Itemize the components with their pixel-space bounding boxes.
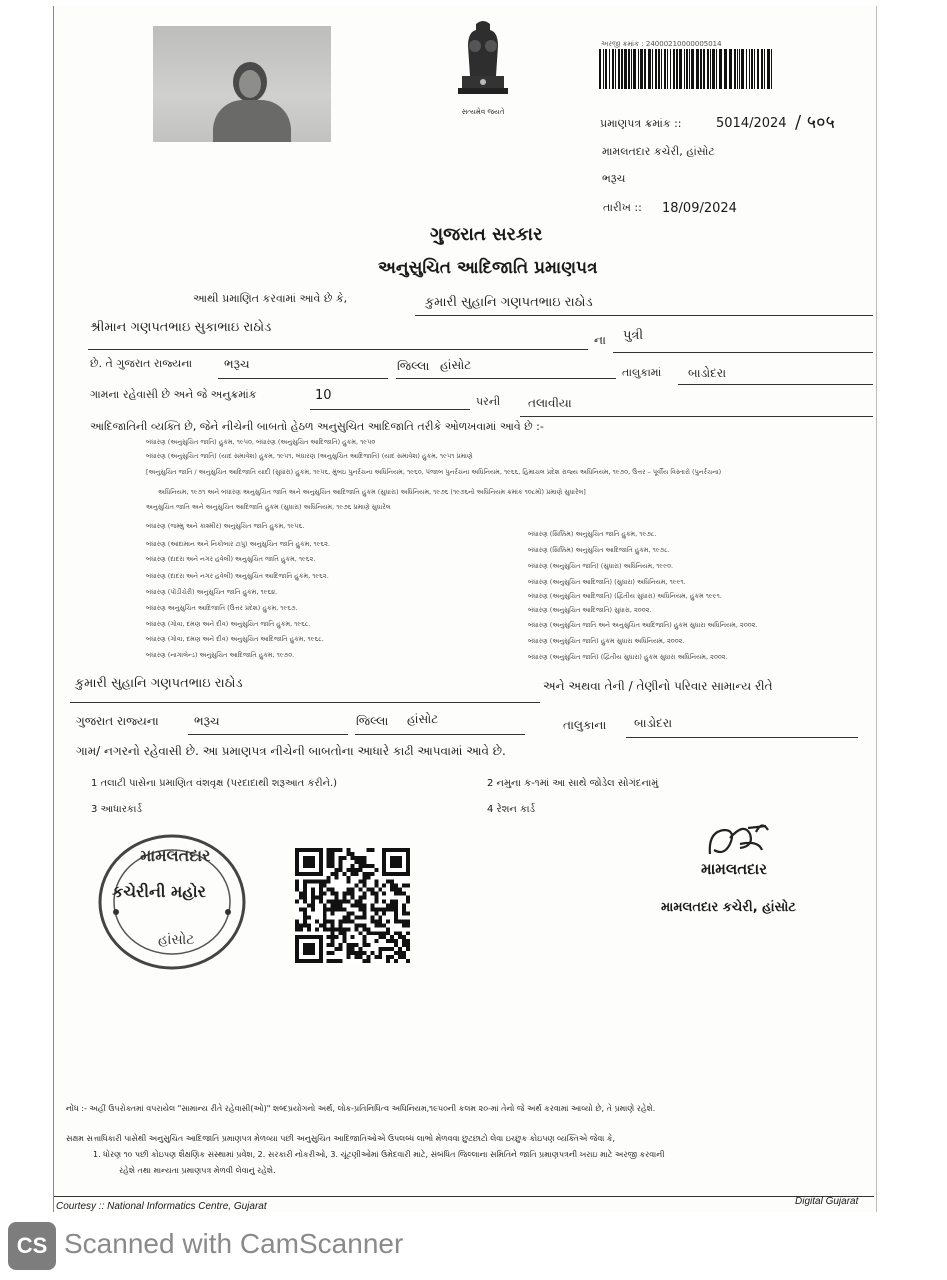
emblem-motto: સત્યમેવ જયતે <box>461 108 505 116</box>
order-right-4: બંધારણ (અનુસુચિત આદિજાતિ) (સુધારા) અધિનિયમ, ૧૯૯૧. <box>528 578 686 586</box>
certificate-title: અનુસુચિત આદિજાતિ પ્રમાણપત્ર <box>378 258 598 278</box>
camscanner-text: Scanned with CamScanner <box>64 1228 404 1259</box>
order-right-9: બંધારણ (અનુસુચિત જાતિ) (દ્વિતીય સુધારા) હુકમ સુધારા અધિનિયમ, ૨૦૦૨. <box>528 653 728 661</box>
candidate-photo <box>153 26 331 142</box>
signature-office: મામલતદાર કચેરી, હાંસોટ <box>661 900 796 915</box>
family-name: કુમારી સુહાનિ ગણપતભાઇ રાઠોડ <box>75 676 243 691</box>
row3-jilla-value: હાંસોટ <box>440 358 472 372</box>
family-taluka-value: બાડોદરા <box>634 716 673 730</box>
row3-taluka: તાલુકામાં <box>622 366 662 379</box>
family-state-prefix: ગુજરાત રાજ્યના <box>76 714 159 728</box>
family-jilla-value: હાંસોટ <box>407 712 439 726</box>
order-right-8: બંધારણ (અનુસુચિત જાતિ) હુકમ સુધારા અધિનિયમ, ૨૦૦૨. <box>528 637 685 645</box>
family-district: ભરૂચ <box>194 714 220 728</box>
row4-tribe: તલાવીયા <box>528 396 572 410</box>
order-left-9: બંધારણ (નાગાલેન્ડ) અનુસુચિત આદિજાતિ હુકમ, ૧૯૭૦. <box>146 651 295 659</box>
fine-print-4: અધિનિયમ, ૧૯૭૧ અને બંધારણ અનુસુચિત જાતિ અને અનુસુચિત આદિજાતિ હુકમ (સુધારા) અધિનિયમ, ૧૯૭૬ (૧૯૭૬નો અધિનિયમ ક્રમાંક ૧૦૮મો) પ્રમાણે સુધારેલ] <box>158 488 586 496</box>
row5-text: આદિજાતિની વ્યક્તિ છે, જેને નીચેની બાબતો હેઠળ અનુસુચિત આદિજાતિ તરીકે ઓળખવામાં આવે છે :- <box>90 420 544 433</box>
fine-print-2: બંધારણ (અનુસુચિત જાતિ) (યાદ સમાવેશ) હુકમ, ૧૯૫૧, બંધારણ (અનુસુચિત આદિજાતિ) (યાદ સમાવેશ) હુકમ, ૧૯૫૧ પ્રમાણે <box>146 452 473 460</box>
order-left-3: બંધારણ (દાદરા અને નગર હવેલી) અનુસુચિત જાતિ હુકમ, ૧૯૬૨. <box>146 555 316 563</box>
order-right-1: બંધારણ (સિક્કિમ) અનુસુચિત જાતિ હુકમ, ૧૯૭૮. <box>528 530 657 538</box>
footer-courtesy: Courtesy :: National Informatics Centre, Gujarat <box>56 1201 267 1212</box>
camscanner-logo: CS <box>8 1222 56 1270</box>
document-1: 1 તલાટી પાસેના પ્રમાણિત વંશવૃક્ષ (પરદાદાથી શરૂઆત કરીને.) <box>91 778 338 789</box>
order-left-6: બંધારણ અનુસુચિત આદિજાતિ (ઉત્તર પ્રદેશ) હુકમ, ૧૯૬૭. <box>146 604 298 612</box>
order-left-2: બંધારણ (આંદામાન અને નિકોબાર ટાપુ) અનુસુચિત જાતિ હુકમ, ૧૯૬૨. <box>146 540 331 548</box>
row4-prefix: ગામના રહેવાસી છે અને જે અનુક્રમાંક <box>90 388 257 401</box>
certify-prefix: આથી પ્રમાણિત કરવામાં આવે છે કે, <box>193 292 348 305</box>
fine-print-3: [અનુસુચિત જાતિ / અનુસુચિત આદિજાતિ યાદી (સુધારા) હુકમ, ૧૯૫૬, મુંબઇ પુનર્રચના અધિનિયમ, ૧૯૬૦, પંજાબ પુનર્રચના અધિનિયમ, ૧૯૬૬, હિમાચલ પ્રદેશ રાજ્ય અધિનિયમ, ૧૯૭૦, ઉત્તર – પૂર્વીય વિસ્તારો (પુનર્રચના) <box>146 468 722 476</box>
document-4: 4 રેશન કાર્ડ <box>487 804 536 815</box>
seal-middle-text: કચેરીની મહોર <box>112 882 206 901</box>
father-name: શ્રીમાન ગણપતભાઇ સુકાભાઇ રાઠોડ <box>90 320 272 335</box>
na-label: ના <box>594 333 606 347</box>
government-title: ગુજરાત સરકાર <box>430 224 543 245</box>
office-name: મામલતદાર કચેરી, હાંસોટ <box>602 145 715 158</box>
note-3: 1. ધોરણ ૧૦ પછી કોઇપણ શૈક્ષણિક સંસ્થામાં પ્રવેશ, 2. સરકારી નોકરીઓ, 3. ચૂંટણીઓમાં ઉમેદવારી માટે, સંબંધિત જિલ્લાના સમિતિને જાતિ પ્રમાણપત્રની ખરાઇ માટે અરજી કરવાની <box>93 1150 665 1159</box>
order-left-4: બંધારણ (દાદરા અને નગર હવેલી) અનુસુચિત આદિજાતિ હુકમ, ૧૯૬૨. <box>146 572 329 580</box>
order-right-6: બંધારણ (અનુસુચિત આદિજાતિ) સુધારા, ૨૦૦૨. <box>528 606 652 614</box>
date-value: 18/09/2024 <box>662 201 737 216</box>
order-right-5: બંધારણ (અનુસુચિત આદિજાતિ) (દ્વિતીય સુધારા) અધિનિયમ, હુકમ ૧૯૯૧. <box>528 592 722 600</box>
family-jilla: જિલ્લા <box>356 714 389 728</box>
family-basis: ગામ/ નગરનો રહેવાસી છે. આ પ્રમાણપત્ર નીચેની બાબતોના આધારે કાઢી આપવામાં આવે છે. <box>76 744 506 758</box>
row3-prefix: છે. તે ગુજરાત રાજ્યના <box>90 357 193 370</box>
order-left-8: બંધારણ (ગોવા, દમણ અને દીવ) અનુસુચિત આદિજાતિ હુકમ, ૧૯૬૮. <box>146 635 324 643</box>
order-right-2: બંધારણ (સિક્કિમ) અનુસુચિત આદિજાતિ હુકમ, ૧૯૭૮. <box>528 546 670 554</box>
fine-print-1: બંધારણ (અનુસુચિત જાતિ) હુકમ, ૧૯૫૦, બંધારણ (અનુસુચિત આદિજાતિ) હુકમ, ૧૯૫૦ <box>146 438 376 446</box>
order-right-3: બંધારણ (અનુસુચિત જાતિ) (સુધારા) અધિનિયમ, ૧૯૯૦. <box>528 562 674 570</box>
document-3: 3 આધારકાર્ડ <box>91 804 142 815</box>
row3-jilla: જિલ્લા <box>397 359 430 373</box>
family-taluka: તાલુકાના <box>563 718 607 732</box>
order-right-7: બંધારણ (અનુસુચિત જાતિ અને અનુસુચિત આદિજાતિ) હુકમ સુધારા અધિનિયમ, ૨૦૦૨. <box>528 621 758 629</box>
handwritten-number: / ५०५ <box>795 112 835 133</box>
order-left-7: બંધારણ (ગોવા, દમણ અને દીવ) અનુસુચિત જાતિ હુકમ, ૧૯૬૮. <box>146 620 311 628</box>
order-left-1: બંધારણ (જમ્મુ અને કાશ્મીર) અનુસુચિત જાતિ હુકમ, ૧૯૫૬. <box>146 522 305 530</box>
date-label: તારીખ :: <box>603 201 642 214</box>
row4-number: 10 <box>315 388 332 403</box>
candidate-name: કુમારી સુહાનિ ગણપતભાઇ રાઠોડ <box>425 295 593 310</box>
qr-code <box>295 848 410 963</box>
fine-print-5: અનુસુચિત જાતિ અને અનુસુચિત આદિજાતિ હુકમ (સુધારા) અધિનિયમ, ૧૯૭૬ પ્રમાણે સુધારેલ <box>146 503 391 511</box>
seal-top-text: મામલતદાર <box>140 846 211 865</box>
note-1: નોંધ :- અહીં ઉપરોક્તમાં વપરાયેલ "સામાન્ય રીતે રહેવાસી(ઓ)" શબ્દપ્રયોગનો અર્થ, લોક-પ્રતિનિધિત્વ અધિનિયમ,૧૯૫૦ની કલમ ૨૦-માં તેનો જે અર્થ કરવામાં આવ્યો છે, તે પ્રમાણે રહેશે. <box>66 1104 656 1113</box>
footer-digital: Digital Gujarat <box>795 1196 859 1207</box>
seal-bottom-text: હાંસોટ <box>158 932 195 948</box>
document-2: 2 નમુના ક-૧માં આ સાથે જોડેલ સોગંદનામું <box>487 778 659 789</box>
family-suffix: અને અથવા તેની / તેણીનો પરિવાર સામાન્ય રીતે <box>543 679 773 693</box>
note-2: સક્ષમ સત્તાધિકારી પાસેથી અનુસુચિત આદિજાતિ પ્રમાણપત્ર મેળવ્યા પછી અનુસુચિત આદિજાતિઓએ ઉપલબ્ધ લાભો મેળવવા છુટછાટો લેવા ઇચ્છુક કોઇપણ વ્યક્તિએ જેવા કે, <box>66 1134 616 1143</box>
barcode <box>599 49 775 89</box>
relation-value: પુત્રી <box>623 328 644 343</box>
certificate-no-label: પ્રમાણપત્ર ક્રમાંક :: <box>600 117 682 130</box>
district-name: ભરૂચ <box>602 172 626 185</box>
certificate-no: 5014/2024 <box>716 116 787 131</box>
note-4: રહેશે તથા માન્યતા પ્રમાણપત્ર મેળવી લેવાનું રહેશે. <box>119 1166 276 1175</box>
row3-district: ભરૂચ <box>224 357 250 371</box>
row4-mid: પરની <box>476 395 501 408</box>
row3-taluka-value: બાડોદરા <box>688 366 727 380</box>
order-left-5: બંધારણ (પોંડીચેરી) અનુસુચિત જાતિ હુકમ, ૧૯૬૪. <box>146 588 278 596</box>
national-emblem-icon <box>448 16 518 114</box>
application-number: અરજી ક્રમાંક : 24000210000005014 <box>601 40 722 48</box>
signature-title: મામલતદાર <box>701 860 767 878</box>
